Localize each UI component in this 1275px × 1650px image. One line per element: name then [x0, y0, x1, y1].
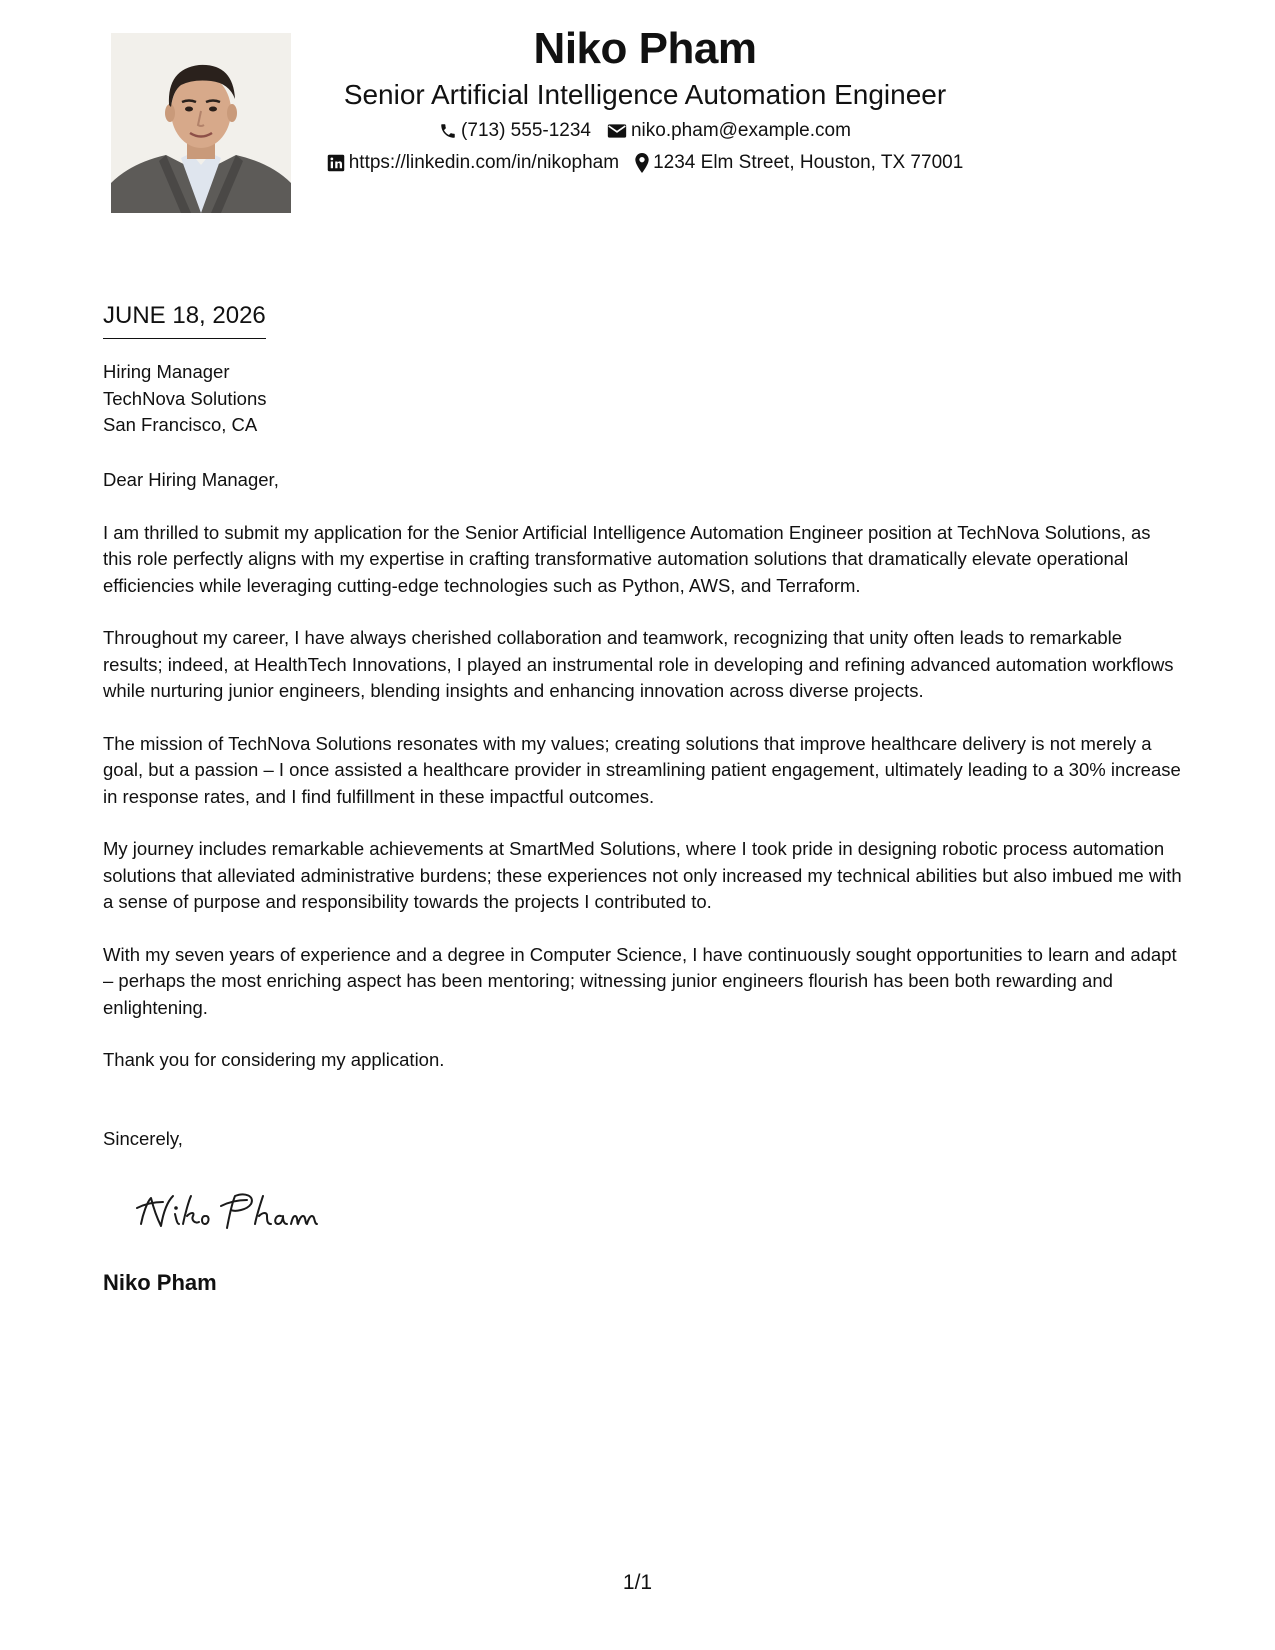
linkedin-url: https://linkedin.com/in/nikopham: [348, 152, 620, 173]
recipient-block: [103, 359, 267, 439]
applicant-title: Senior Artificial Intelligence Automation Engineer: [343, 79, 947, 110]
letter-header: [300, 20, 990, 176]
paragraph: Thank you for considering my application.: [103, 1049, 445, 1070]
signer-name: Niko Pham: [103, 1270, 217, 1295]
address-text: 1234 Elm Street, Houston, TX 77001: [653, 152, 964, 173]
recipient-company: TechNova Solutions: [103, 387, 267, 409]
closing: Sincerely,: [103, 1128, 183, 1149]
email-contact[interactable]: [607, 118, 851, 144]
salutation: Dear Hiring Manager,: [103, 469, 279, 490]
recipient-location: San Francisco, CA: [103, 414, 258, 435]
signature-drawing: [135, 1184, 335, 1244]
envelope-icon: [607, 123, 627, 139]
letter-body: [103, 467, 1183, 1100]
paragraph: I am thrilled to submit my application for the Senior Artificial Intelligence Automation Engineer position at TechNova Solutions, as this role perfectly aligns with my expertise in crafting transformative automation solutions that dramatically elevate operational efficiencies while leveraging cutting-edge technologies such as Python, AWS, and Terraform.: [103, 521, 1151, 596]
address-contact: [635, 150, 963, 176]
phone-icon: [439, 122, 457, 140]
linkedin-icon: [327, 154, 345, 172]
paragraph: My journey includes remarkable achievements at SmartMed Solutions, where I took pride in designing robotic process automation solutions that alleviated administrative burdens; these experiences not only increased my technical abilities but also imbued me with a sense of purpose and responsibility towards the projects I contributed to.: [103, 838, 1182, 912]
paragraph: Throughout my career, I have always cherished collaboration and teamwork, recognizing that unity often leads to remarkable results; indeed, at HealthTech Innovations, I played an instrumental role in developing and refining advanced automation workflows while nurturing junior engineers, blending insights and enhancing innovation across diverse projects.: [103, 627, 1174, 701]
paragraph: With my seven years of experience and a degree in Computer Science, I have continuously sought opportunities to learn and adapt – perhaps the most enriching aspect has been mentoring; witnessing junior engineers flourish has been both rewarding and enlightening.: [103, 943, 1177, 1018]
handwritten-signature: [135, 1184, 335, 1249]
profile-photo: [111, 33, 291, 213]
contact-row-2: [300, 150, 990, 176]
email-address: niko.pham@example.com: [630, 120, 851, 141]
map-pin-icon: [635, 153, 649, 173]
page-number: 1/1: [622, 1571, 653, 1594]
paragraph: The mission of TechNova Solutions resonates with my values; creating solutions that improve healthcare delivery is not merely a goal, but a passion – I once assisted a healthcare provider in streamlining patient engagement, ultimately leading to a 30% increase in response rates, and I find fulfillment in these impactful outcomes.: [103, 732, 1181, 807]
phone-number: (713) 555-1234: [461, 120, 591, 141]
letter-date: JUNE 18, 2026: [103, 300, 266, 339]
contact-row-1: [300, 118, 990, 144]
linkedin-contact[interactable]: [327, 150, 619, 176]
phone-contact[interactable]: [439, 118, 591, 144]
portrait-illustration: [111, 33, 291, 213]
recipient-line: Hiring Manager: [103, 361, 230, 382]
applicant-name: Niko Pham: [533, 24, 757, 73]
